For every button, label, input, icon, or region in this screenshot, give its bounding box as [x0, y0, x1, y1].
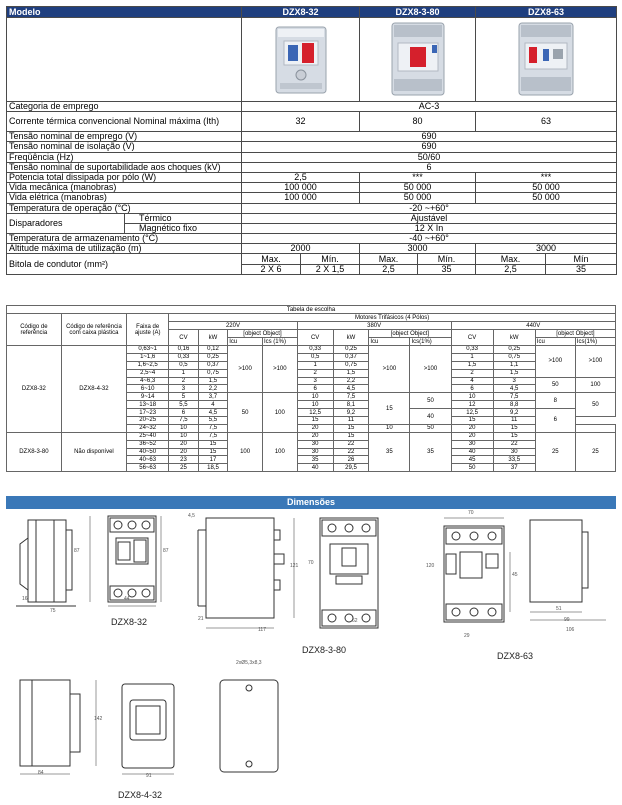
range-cell: 24~32 [127, 424, 169, 432]
row-label: Tensão nominal de isolação (V) [7, 142, 242, 152]
ka-cell: 15 [369, 393, 410, 425]
ka-cell: >100 [262, 346, 297, 393]
cell: 20 [451, 432, 493, 440]
row-value: AC-3 [242, 102, 617, 112]
bitola-value: 35 [418, 264, 476, 274]
cell: 2,2 [333, 377, 369, 385]
ka-cell: 35 [369, 432, 410, 471]
row-value: 2000 [242, 244, 360, 254]
cell: 0,37 [333, 353, 369, 361]
row-value: 6 [242, 162, 617, 172]
cell: 1 [169, 369, 198, 377]
header-dzx8-32: DZX8-32 [242, 7, 360, 18]
cv-head: CV [451, 330, 493, 346]
label-dzx8-3-80: DZX8-3-80 [302, 645, 347, 655]
cell: 10 [451, 393, 493, 401]
cell: 7,5 [493, 393, 535, 401]
range-cell: 17~23 [127, 409, 169, 417]
dim-45: 45 [512, 572, 518, 578]
cell: 15 [333, 424, 369, 432]
ics-head: Ics (1%) [262, 338, 297, 346]
cell: 10 [169, 432, 198, 440]
dim-75: 75 [50, 608, 56, 614]
cell: 0,75 [493, 353, 535, 361]
row-label: Corrente térmica convencional Nominal máxima (Ith) [7, 112, 242, 132]
ka-cell: 100 [228, 432, 263, 471]
choice-table [6, 305, 616, 472]
cell: 30 [297, 448, 333, 456]
row-value: *** [360, 172, 476, 182]
ka-cell: 100 [575, 377, 615, 393]
ka-cell: >100 [535, 346, 575, 378]
disparadores-label: Disparadores [7, 213, 125, 233]
cell: 30 [451, 440, 493, 448]
voltage-220: 220V [169, 322, 298, 330]
cell: 1,5 [198, 377, 227, 385]
dim-51: 51 [556, 606, 562, 612]
dim-4-5: 4,5 [188, 513, 195, 519]
bitola-head: Mín. [418, 254, 476, 264]
header-dzx8-3-80: DZX8-3-80 [360, 7, 476, 18]
ka-cell: 50 [575, 393, 615, 417]
cell: 50 [451, 464, 493, 472]
icu-head: Icu [535, 338, 575, 346]
cell: 10 [297, 393, 333, 401]
cell: 20 [451, 424, 493, 432]
row-label: Freqüência (Hz) [7, 152, 242, 162]
cell: 0,33 [169, 353, 198, 361]
ka-head: [object Object] [535, 330, 615, 338]
cell: 33,5 [493, 456, 535, 464]
cell: 3 [297, 377, 333, 385]
ka-cell: 25 [535, 432, 575, 471]
cell: 4,5 [333, 385, 369, 393]
cell: 35 [297, 456, 333, 464]
cell: 1 [451, 353, 493, 361]
cell: 18,5 [198, 464, 227, 472]
row-value: 100 000 [242, 183, 360, 193]
cell: 3 [169, 385, 198, 393]
header-model: Modelo [7, 7, 242, 18]
row-value: 2,5 [242, 172, 360, 182]
cell: 2,2 [198, 385, 227, 393]
row-value: 80 [360, 112, 476, 132]
cell: 22 [493, 440, 535, 448]
icu-head: Icu [228, 338, 263, 346]
bitola-value: 2 X 1,5 [301, 264, 360, 274]
range-cell: 20~25 [127, 417, 169, 425]
row-value: 3000 [360, 244, 476, 254]
row-value: -20 ~+60° [242, 203, 617, 213]
drawing-dzx8-4-32 [10, 670, 290, 782]
cell: 0,5 [297, 353, 333, 361]
cell: 5,5 [169, 401, 198, 409]
range-cell: 13~18 [127, 401, 169, 409]
ka-cell: >100 [228, 346, 263, 393]
cell: 30 [493, 448, 535, 456]
range-cell: 6~10 [127, 385, 169, 393]
dim-holes: 2xØ5,3x8,3 [236, 660, 262, 666]
row-value: 50 000 [360, 193, 476, 203]
breaker-dzx8-63-icon [513, 21, 579, 97]
cell: 20 [169, 448, 198, 456]
cell: 8,8 [493, 401, 535, 409]
range-cell: 1,6~2,5 [127, 361, 169, 369]
ka-cell: 25 [575, 432, 615, 471]
cell: 12,5 [297, 409, 333, 417]
dim-21: 21 [198, 616, 204, 622]
voltage-380: 380V [297, 322, 451, 330]
cell: 15 [198, 440, 227, 448]
dim-91: 91 [146, 773, 152, 779]
dim-44: 44 [124, 596, 130, 602]
col-range: Faixa de ajuste (A) [127, 314, 169, 346]
row-label: Tensão nominal de suportabilidade aos choques (kV) [7, 162, 242, 172]
ka-cell: 100 [262, 432, 297, 471]
row-label: Tensão nominal de emprego (V) [7, 132, 242, 142]
breaker-dzx8-32-icon [270, 23, 332, 95]
cell: 12,5 [451, 409, 493, 417]
cell: 15 [493, 424, 535, 432]
drawing-dzx8-32 [14, 512, 184, 617]
row-value: 32 [242, 112, 360, 132]
cell: 15 [297, 417, 333, 425]
drawing-dzx8-63 [430, 512, 616, 637]
cell: 8,1 [333, 401, 369, 409]
ka-cell: 100 [262, 393, 297, 432]
label-dzx8-63: DZX8-63 [497, 651, 534, 661]
ka-cell: >100 [410, 346, 451, 393]
cell: 0,25 [198, 353, 227, 361]
bitola-head: Mín. [301, 254, 360, 264]
cell: 1,1 [493, 361, 535, 369]
dim-87a: 87 [74, 548, 80, 554]
cell: 4,5 [493, 385, 535, 393]
cell: 20 [297, 424, 333, 432]
dim-142: 142 [94, 716, 103, 722]
cell: 37 [493, 464, 535, 472]
termico-label: Térmico [125, 213, 242, 223]
range-cell: 36~52 [127, 440, 169, 448]
cell: 2 [169, 377, 198, 385]
dim-84: 84 [38, 770, 44, 776]
cell: 0,33 [451, 346, 493, 354]
cell: 3,7 [198, 393, 227, 401]
ka-cell: 40 [410, 409, 451, 425]
row-value: 100 000 [242, 193, 360, 203]
row-label: Temperatura de operação (°C) [7, 203, 242, 213]
group-title: Motores Trifásicos (4 Pólos) [169, 314, 616, 322]
kw-head: kW [333, 330, 369, 346]
cell: 11 [493, 417, 535, 425]
col-code: Código de referência [7, 314, 62, 346]
dim-117: 117 [258, 627, 266, 633]
cell: 0,12 [198, 346, 227, 354]
cell: 0,75 [333, 361, 369, 369]
ka-cell: 6 [535, 409, 575, 433]
bitola-value: 2,5 [476, 264, 546, 274]
ics-head: Ics(1%) [575, 338, 615, 346]
ka-cell: 35 [410, 432, 451, 471]
breaker-dzx8-3-80-icon [386, 21, 450, 97]
cell: 2 [451, 369, 493, 377]
magnetico-label: Magnético fixo [125, 223, 242, 233]
row-label: Vida elétrica (manobras) [7, 193, 242, 203]
ka-cell: 10 [369, 424, 410, 432]
cell: 3 [493, 377, 535, 385]
product-photo-dzx8-63 [476, 18, 617, 102]
cell: 6 [169, 409, 198, 417]
range-cell: 4~6,3 [127, 377, 169, 385]
cell: 0,25 [333, 346, 369, 354]
cell: 5 [169, 393, 198, 401]
bitola-head: Mín [546, 254, 617, 264]
voltage-440: 440V [451, 322, 615, 330]
cell: 1 [297, 361, 333, 369]
dim-120: 120 [426, 563, 435, 569]
ka-cell: >100 [575, 346, 615, 378]
ka-cell [575, 424, 615, 432]
cell: 0,25 [493, 346, 535, 354]
range-cell: 40~63 [127, 456, 169, 464]
product-photo-dzx8-32 [242, 18, 360, 102]
cell: 7,5 [198, 432, 227, 440]
range-cell: 9~14 [127, 393, 169, 401]
dim-99: 99 [564, 617, 570, 623]
dim-29: 29 [464, 633, 470, 639]
range-cell: 56~63 [127, 464, 169, 472]
cell: 7,5 [169, 417, 198, 425]
cv-head: CV [169, 330, 198, 346]
bitola-value: 2 X 6 [242, 264, 301, 274]
cell: 10 [169, 424, 198, 432]
ka-cell: 50 [410, 393, 451, 409]
range-cell: 25~40 [127, 432, 169, 440]
cell: 4 [198, 401, 227, 409]
range-cell: 0,63~1 [127, 346, 169, 354]
cell: 7,5 [333, 393, 369, 401]
image-row-label [7, 18, 242, 102]
row-value: 50 000 [476, 183, 617, 193]
code-dzx8-3-80: DZX8-3-80 [7, 432, 62, 471]
cell: 0,37 [198, 361, 227, 369]
cell: 23 [169, 456, 198, 464]
cell: 0,75 [198, 369, 227, 377]
code-dzx8-32: DZX8-32 [7, 346, 62, 433]
cell: 4,5 [198, 409, 227, 417]
cell: 2 [297, 369, 333, 377]
icu-head: Icu [369, 338, 410, 346]
cell: 17 [198, 456, 227, 464]
row-label: Altitude máxima de utilização (m) [7, 244, 242, 254]
bitola-value: 35 [546, 264, 617, 274]
label-dzx8-32: DZX8-32 [111, 617, 148, 627]
dim-87b: 87 [163, 548, 169, 554]
ka-head: [object Object] [228, 330, 298, 338]
magnetico-value: 12 X In [242, 223, 617, 233]
cell: 5,5 [198, 417, 227, 425]
cell: 1,5 [333, 369, 369, 377]
dim-16: 16 [22, 596, 28, 602]
range-cell: 40~50 [127, 448, 169, 456]
row-label: Potencia total dissipada por pólo (W) [7, 172, 242, 182]
cell: 4 [451, 377, 493, 385]
kw-head: kW [198, 330, 227, 346]
dim-70-63: 70 [468, 510, 474, 516]
dim-70: 70 [308, 560, 314, 566]
cell: 12 [451, 401, 493, 409]
ka-head: [object Object] [369, 330, 451, 338]
cell: 10 [297, 401, 333, 409]
dim-121: 121 [290, 563, 299, 569]
label-dzx8-4-32: DZX8-4-32 [118, 790, 163, 800]
cell: 6 [297, 385, 333, 393]
cell: 0,33 [297, 346, 333, 354]
cell: 15 [493, 432, 535, 440]
cell: 22 [333, 448, 369, 456]
cell: 9,2 [333, 409, 369, 417]
row-value: 50 000 [476, 193, 617, 203]
cell: 20 [169, 440, 198, 448]
ka-cell: 8 [535, 393, 575, 409]
kw-head: kW [493, 330, 535, 346]
termico-value: Ajustável [242, 213, 617, 223]
cell: 15 [198, 448, 227, 456]
cell: 20 [297, 432, 333, 440]
ka-cell: 50 [228, 393, 263, 432]
row-value: 50 000 [360, 183, 476, 193]
bitola-value: 2,5 [360, 264, 418, 274]
row-label: Vida mecânica (manobras) [7, 183, 242, 193]
choice-table-title: Tabela de escolha [7, 306, 616, 314]
bitola-head: Max. [242, 254, 301, 264]
range-cell: 1~1,6 [127, 353, 169, 361]
row-label: Categoria de emprego [7, 102, 242, 112]
dim-62: 62 [352, 618, 358, 624]
drawing-dzx8-3-80 [186, 510, 386, 635]
cell: 15 [451, 417, 493, 425]
cell: 0,5 [169, 361, 198, 369]
cell: 9,2 [493, 409, 535, 417]
cell: 22 [333, 440, 369, 448]
bitola-head: Max. [360, 254, 418, 264]
spec-table [6, 6, 617, 275]
plastic-not-available: Não disponível [61, 432, 126, 471]
cell: 11 [333, 417, 369, 425]
product-photo-dzx8-3-80 [360, 18, 476, 102]
cell: 25 [169, 464, 198, 472]
bitola-head: Max. [476, 254, 546, 264]
ka-cell: 50 [535, 377, 575, 393]
cell: 30 [297, 440, 333, 448]
range-cell: 2,5~4 [127, 369, 169, 377]
dimensions-title: Dimensões [6, 496, 616, 509]
ics-head: Ics(1%) [410, 338, 451, 346]
cell: 15 [333, 432, 369, 440]
cell: 1,5 [493, 369, 535, 377]
bitola-label: Bitola de condutor (mm²) [7, 254, 242, 274]
row-value: 3000 [476, 244, 617, 254]
row-value: 690 [242, 132, 617, 142]
row-label: Temperatura de armazenamento (°C) [7, 234, 242, 244]
header-dzx8-63: DZX8-63 [476, 7, 617, 18]
row-value: -40 ~+60° [242, 234, 617, 244]
cell: 40 [297, 464, 333, 472]
cell: 29,5 [333, 464, 369, 472]
row-value: *** [476, 172, 617, 182]
cell: 26 [333, 456, 369, 464]
plastic-dzx8-4-32: DZX8-4-32 [61, 346, 126, 433]
cell: 7,5 [198, 424, 227, 432]
cell: 40 [451, 448, 493, 456]
cell: 45 [451, 456, 493, 464]
ka-cell: 50 [410, 424, 451, 432]
ka-cell: >100 [369, 346, 410, 393]
row-value: 63 [476, 112, 617, 132]
cell: 0,16 [169, 346, 198, 354]
dim-106: 106 [566, 627, 575, 633]
cell: 1,5 [451, 361, 493, 369]
cell: 6 [451, 385, 493, 393]
cv-head: CV [297, 330, 333, 346]
col-plastic: Código de referência com caixa plástica [61, 314, 126, 346]
row-value: 50/60 [242, 152, 617, 162]
row-value: 690 [242, 142, 617, 152]
